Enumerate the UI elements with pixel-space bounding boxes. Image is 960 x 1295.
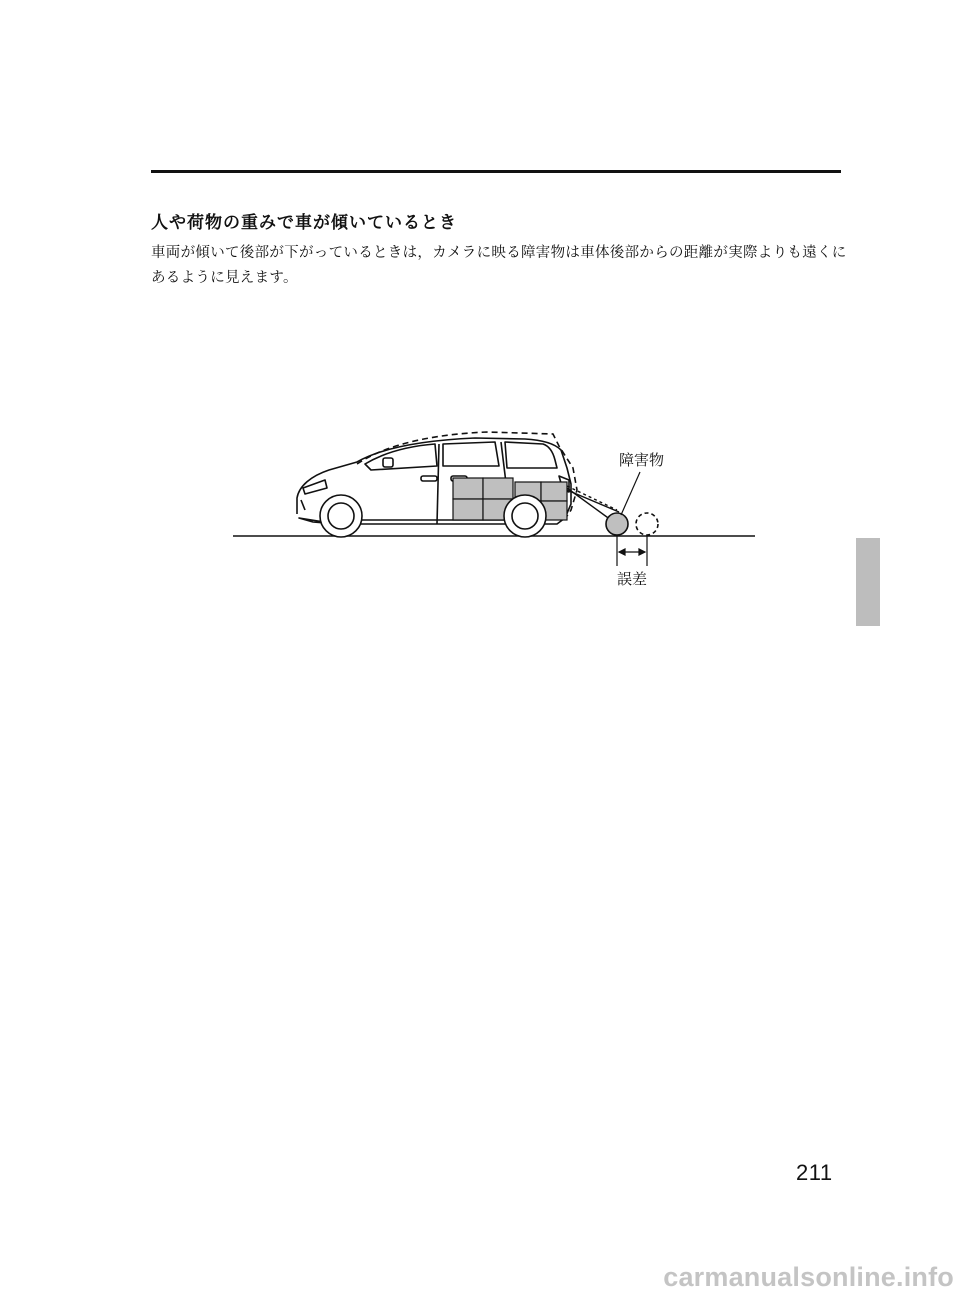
section-body-text: 車両が傾いて後部が下がっているときは，カメラに映る障害物は車体後部からの距離が実際よりも遠くにあるように見えます。: [151, 245, 847, 286]
error-dimension: [617, 536, 647, 566]
error-label: 誤差: [617, 570, 648, 588]
obstacle-apparent: [636, 513, 658, 535]
footer-watermark: carmanualsonline.info: [663, 1262, 954, 1292]
obstacle-label: 障害物: [619, 451, 665, 469]
section-heading: 人や荷物の重みで車が傾いているとき: [151, 213, 457, 233]
section-side-tab: [856, 538, 880, 626]
front-wheel: [320, 495, 362, 537]
rear-wheel: [504, 495, 546, 537]
obstacle-actual: [606, 513, 628, 535]
page-number: 211: [796, 1160, 833, 1185]
top-rule: [151, 170, 841, 173]
tilted-vehicle-diagram: [225, 420, 765, 600]
obstacle-leader-line: [621, 472, 640, 515]
